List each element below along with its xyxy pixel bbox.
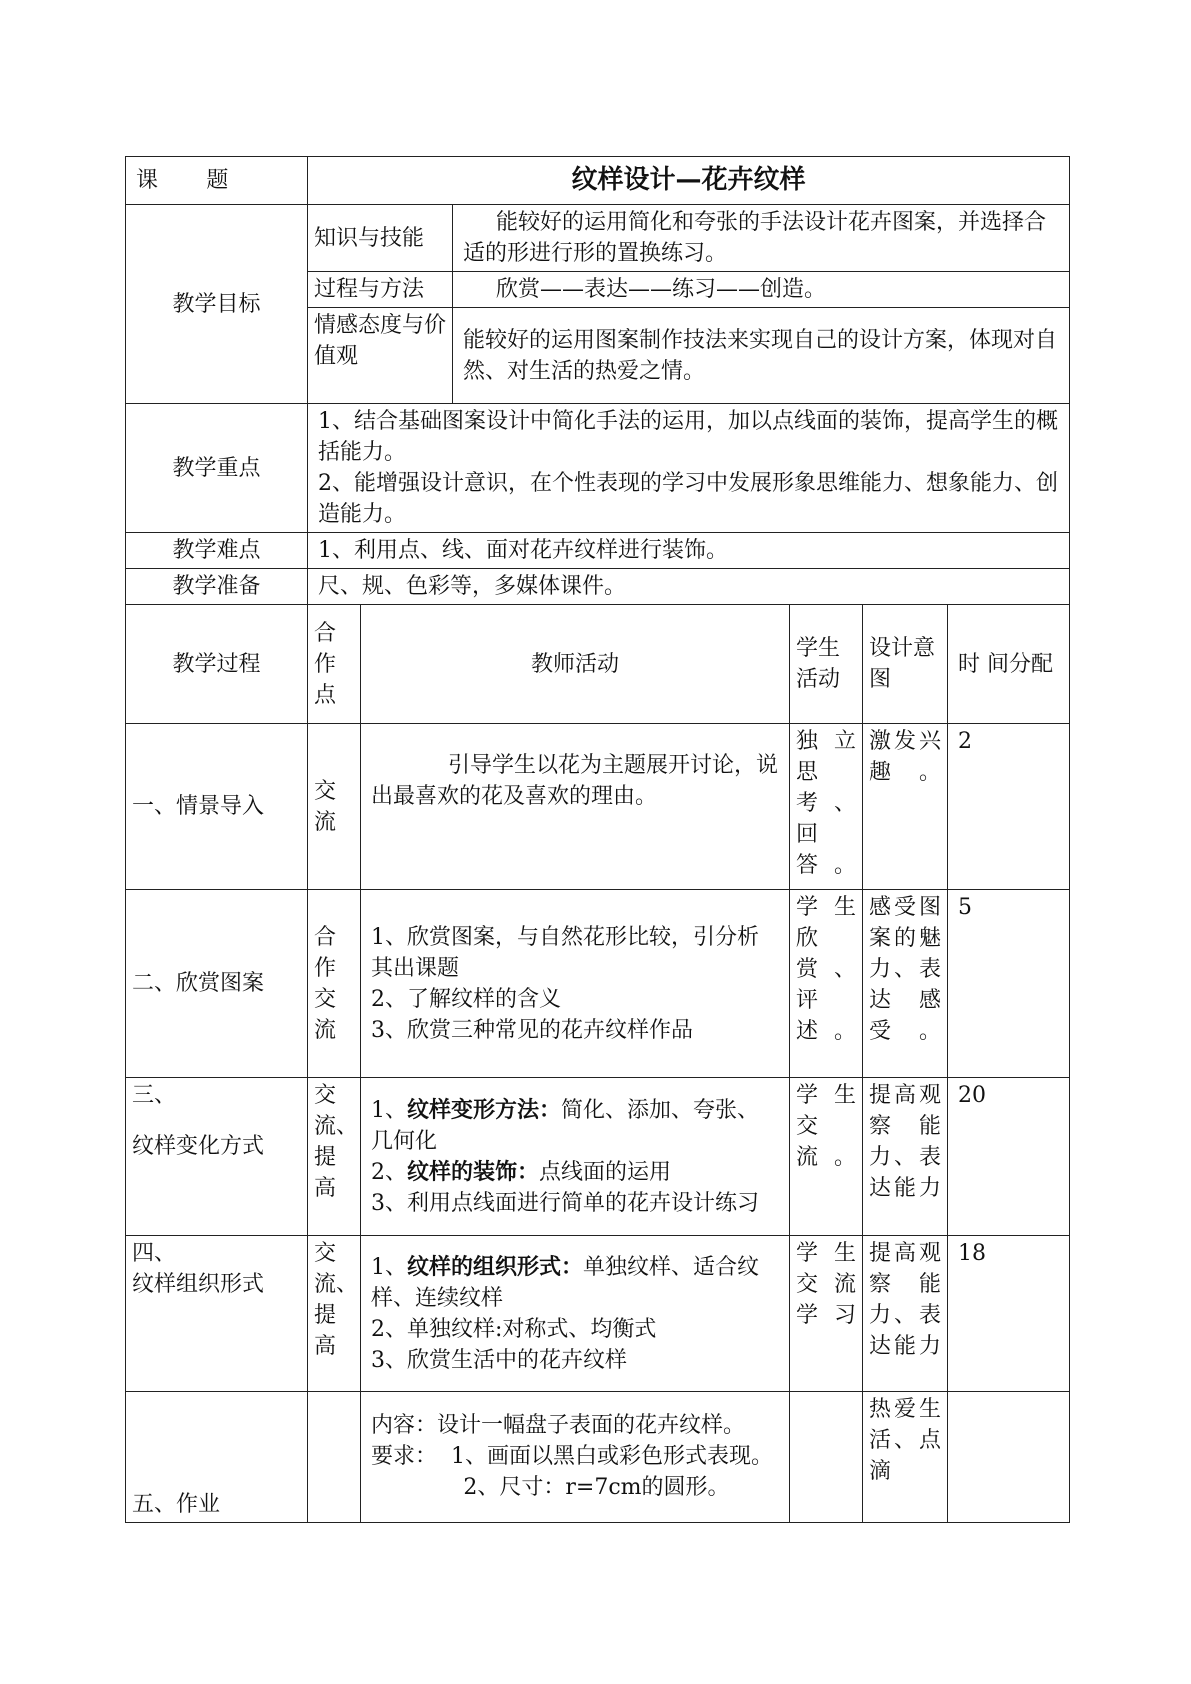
goal-label-attitude: 情感态度与价值观 — [308, 308, 453, 404]
step-student-1: 独立思考、回答。 — [790, 724, 863, 890]
difficulty-row — [126, 533, 1070, 569]
col-header-intent: 设计意图 — [863, 605, 948, 724]
step-name-4-cell — [126, 1236, 308, 1392]
goal-label-knowledge: 知识与技能 — [308, 205, 453, 272]
key-point-1: 1、结合基础图案设计中简化手法的运用，加以点线面的装饰，提高学生的概括能力。 — [318, 409, 1058, 465]
step-teacher-4-line-3: 3、欣赏生活中的花卉纹样 — [371, 1347, 627, 1373]
step-coop-3: 交流、提高 — [308, 1078, 361, 1236]
step-teacher-2 — [361, 890, 790, 1078]
step-teacher-5-line-3: 2、尺寸：r=7cm的圆形。 — [463, 1475, 730, 1500]
step-teacher-3-line-2-bold: 纹样的装饰： — [407, 1159, 540, 1185]
step-teacher-3-line-2: 2、纹样的装饰：点线面的运用 — [371, 1159, 672, 1185]
step-coop-1: 交流 — [308, 724, 361, 890]
step-intent-3: 提高观察能力、表达能力 — [863, 1078, 948, 1236]
step-teacher-5 — [361, 1392, 790, 1523]
step-teacher-5-line-1: 内容：设计一幅盘子表面的花卉纹样。 — [371, 1413, 746, 1438]
step-intent-4: 提高观察能力、表达能力 — [863, 1236, 948, 1392]
step-row-1 — [126, 724, 1070, 890]
step-student-4: 学生交流学习 — [790, 1236, 863, 1392]
preparation-text: 尺、规、色彩等，多媒体课件。 — [308, 569, 1070, 605]
step-teacher-5-line-2: 要求： 1、画面以黑白或彩色形式表现。 — [371, 1444, 773, 1469]
step-student-5 — [790, 1392, 863, 1523]
key-points-content — [308, 404, 1070, 533]
step-teacher-4-line-2: 2、单独纹样:对称式、均衡式 — [371, 1316, 657, 1342]
step-intent-5: 热爱生活、点滴 — [863, 1392, 948, 1523]
step-teacher-4-line-1-bold: 纹样的组织形式： — [407, 1254, 584, 1280]
step-teacher-3-line-3: 3、利用点线面进行简单的花卉设计练习 — [371, 1190, 759, 1216]
step-teacher-2-line-3: 3、欣赏三种常见的花卉纹样作品 — [371, 1017, 693, 1043]
goal-text-knowledge: 能较好的运用简化和夸张的手法设计花卉图案，并选择合适的形进行形的置换练习。 — [453, 205, 1070, 272]
col-header-time: 时 间分配 — [948, 605, 1070, 724]
lesson-title: 纹样设计—花卉纹样 — [308, 157, 1070, 205]
step-coop-2: 合作交流 — [308, 890, 361, 1078]
step-name-4: 纹样组织形式 — [132, 1272, 265, 1297]
step-name-3-cell — [126, 1078, 308, 1236]
step-name-1: 一、情景导入 — [126, 724, 308, 890]
step-name-3-prefix: 三、 — [132, 1083, 177, 1108]
step-coop-4: 交流、提高 — [308, 1236, 361, 1392]
step-name-3: 纹样变化方式 — [132, 1134, 265, 1159]
step-time-4: 18 — [948, 1236, 1070, 1392]
goal-text-process: 欣赏——表达——练习——创造。 — [453, 272, 1070, 308]
step-intent-2: 感受图案的魅力、表达感受。 — [863, 890, 948, 1078]
step-row-2 — [126, 890, 1070, 1078]
step-teacher-3 — [361, 1078, 790, 1236]
step-row-5 — [126, 1392, 1070, 1523]
step-teacher-3-line-1-bold: 纹样变形方法： — [407, 1097, 562, 1123]
topic-label: 课题 — [136, 168, 277, 193]
process-label: 教学过程 — [126, 605, 308, 724]
step-time-1: 2 — [948, 724, 1070, 890]
step-coop-5 — [308, 1392, 361, 1523]
step-time-5 — [948, 1392, 1070, 1523]
topic-label-cell — [126, 157, 308, 205]
goal-text-attitude: 能较好的运用图案制作技法来实现自己的设计方案，体现对自然、对生活的热爱之情。 — [453, 308, 1070, 404]
step-teacher-1-line-1: 引导学生以花为主题展开讨论，说出最喜欢的花及喜欢的理由。 — [371, 753, 779, 809]
step-teacher-1 — [361, 724, 790, 890]
goals-label: 教学目标 — [126, 205, 308, 404]
goal-label-process: 过程与方法 — [308, 272, 453, 308]
process-header-row — [126, 605, 1070, 724]
goal-row-knowledge — [126, 205, 1070, 272]
key-points-row — [126, 404, 1070, 533]
step-intent-1: 激发兴趣。 — [863, 724, 948, 890]
step-teacher-2-line-1: 1、欣赏图案，与自然花形比较，引分析其出课题 — [371, 924, 759, 981]
difficulty-label: 教学难点 — [126, 533, 308, 569]
header-row — [126, 157, 1070, 205]
step-teacher-4-line-1: 1、纹样的组织形式：单独纹样、适合纹样、连续纹样 — [371, 1254, 760, 1311]
step-name-2: 二、欣赏图案 — [126, 890, 308, 1078]
step-row-3 — [126, 1078, 1070, 1236]
step-row-4 — [126, 1236, 1070, 1392]
col-header-coop: 合作点 — [308, 605, 361, 724]
col-header-student: 学生活动 — [790, 605, 863, 724]
lesson-plan-table — [125, 156, 1070, 1523]
step-student-2: 学生欣赏、评述。 — [790, 890, 863, 1078]
key-point-2: 2、能增强设计意识，在个性表现的学习中发展形象思维能力、想象能力、创造能力。 — [318, 471, 1058, 527]
step-teacher-4 — [361, 1236, 790, 1392]
step-time-3: 20 — [948, 1078, 1070, 1236]
step-teacher-3-line-1: 1、纹样变形方法：简化、添加、夸张、几何化 — [371, 1097, 760, 1154]
preparation-row — [126, 569, 1070, 605]
preparation-label: 教学准备 — [126, 569, 308, 605]
step-name-4-prefix: 四、 — [132, 1241, 177, 1266]
step-teacher-2-line-2: 2、了解纹样的含义 — [371, 986, 561, 1012]
key-points-label: 教学重点 — [126, 404, 308, 533]
difficulty-text: 1、利用点、线、面对花卉纹样进行装饰。 — [308, 533, 1070, 569]
step-name-5: 五、作业 — [126, 1392, 308, 1523]
step-time-2: 5 — [948, 890, 1070, 1078]
step-student-3: 学生交流。 — [790, 1078, 863, 1236]
col-header-teacher: 教师活动 — [361, 605, 790, 724]
